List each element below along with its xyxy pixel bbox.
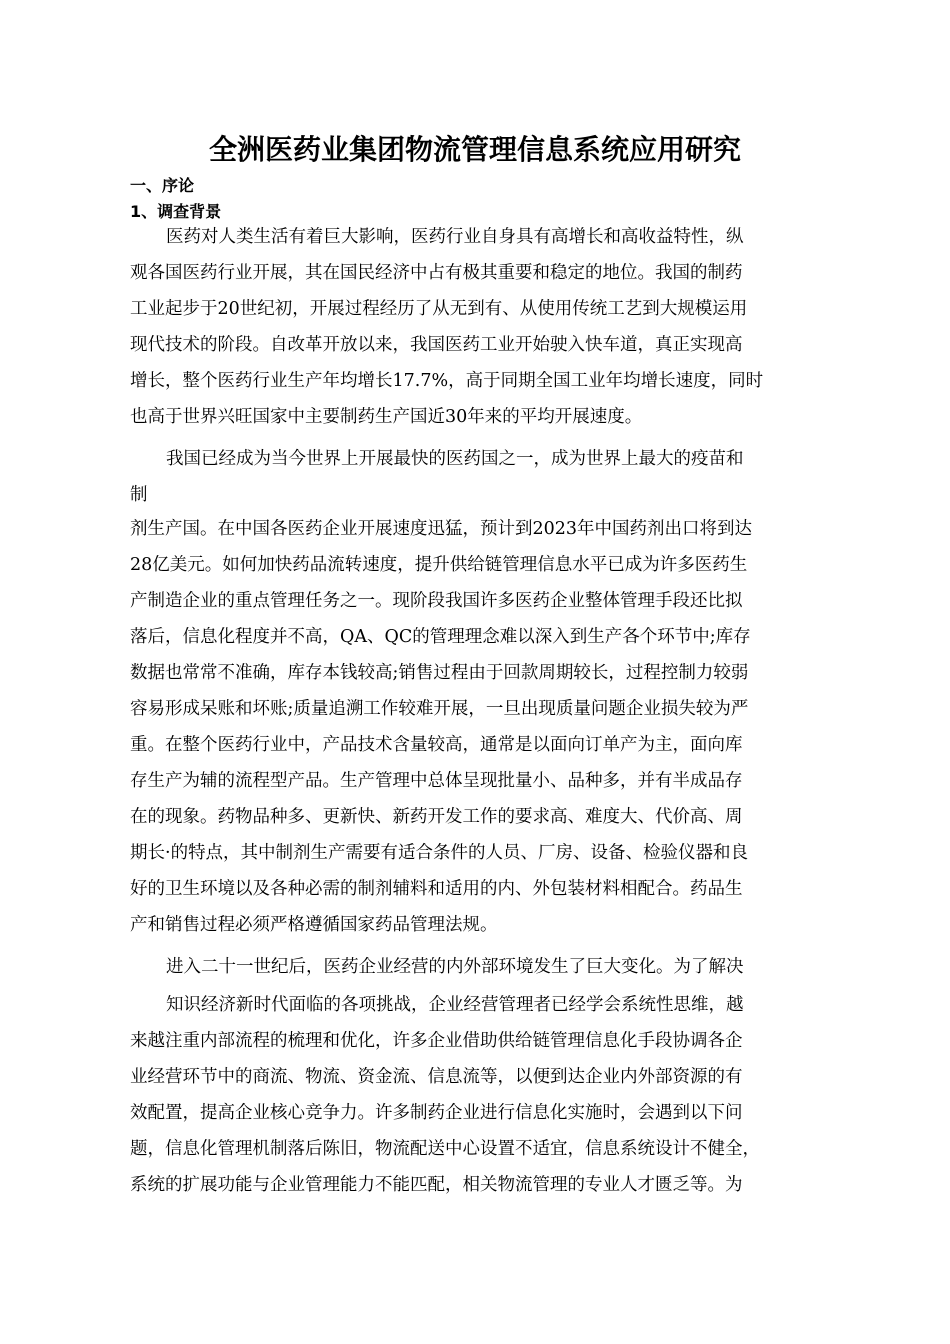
paragraph-line: 制 xyxy=(130,485,148,505)
paragraph-line: 也高于世界兴旺国家中主要制药生产国近30年来的平均开展速度。 xyxy=(130,407,643,427)
paragraph-line: 效配置，提高企业核心竞争力。许多制药企业进行信息化实施时，会遇到以下问 xyxy=(130,1103,743,1123)
paragraph-line: 好的卫生环境以及各种必需的制剂辅料和适用的内、外包装材料相配合。药品生 xyxy=(130,879,743,899)
subsection-heading: 1、调查背景 xyxy=(130,202,222,221)
document-title: 全洲医药业集团物流管理信息系统应用研究 xyxy=(208,133,741,166)
paragraph-line: 期长·的特点，其中制剂生产需要有适合条件的人员、厂房、设备、检验仪器和良 xyxy=(130,843,749,863)
paragraph-line: 增长，整个医药行业生产年均增长17.7%，高于同期全国工业年均增长速度，同时 xyxy=(130,371,764,391)
paragraph-line: 来越注重内部流程的梳理和优化，许多企业借助供给链管理信息化手段协调各企 xyxy=(130,1031,743,1051)
paragraph-line: 产和销售过程必须严格遵循国家药品管理法规。 xyxy=(130,915,498,935)
paragraph-line: 观各国医药行业开展，其在国民经济中占有极其重要和稳定的地位。我国的制药 xyxy=(130,263,743,283)
paragraph-line: 题，信息化管理机制落后陈旧，物流配送中心设置不适宜，信息系统设计不健全， xyxy=(130,1139,760,1159)
paragraph-line: 系统的扩展功能与企业管理能力不能匹配，相关物流管理的专业人才匮乏等。为 xyxy=(130,1175,743,1195)
paragraph-line: 落后，信息化程度并不高，QA、QC的管理理念难以深入到生产各个环节中;库存 xyxy=(130,627,751,647)
paragraph-line: 容易形成呆账和坏账;质量追溯工作较难开展，一旦出现质量问题企业损失较为严 xyxy=(130,699,749,719)
paragraph-line: 现代技术的阶段。自改革开放以来，我国医药工业开始驶入快车道，真正实现高 xyxy=(130,335,743,355)
section-heading: 一、序论 xyxy=(130,176,195,195)
paragraph-line: 28亿美元。如何加快药品流转速度，提升供给链管理信息水平已成为许多医药生 xyxy=(130,555,748,575)
paragraph-line: 工业起步于20世纪初，开展过程经历了从无到有、从使用传统工艺到大规模运用 xyxy=(130,299,748,319)
paragraph-line: 在的现象。药物品种多、更新快、新药开发工作的要求高、难度大、代价高、周 xyxy=(130,807,743,827)
paragraph-line: 我国已经成为当今世界上开展最快的医药国之一，成为世界上最大的疫苗和 xyxy=(166,449,744,469)
paragraph-line: 医药对人类生活有着巨大影响，医药行业自身具有高增长和高收益特性，纵 xyxy=(166,227,744,247)
paragraph-line: 进入二十一世纪后，医药企业经营的内外部环境发生了巨大变化。为了解决 xyxy=(166,957,744,977)
paragraph-line: 重。在整个医药行业中，产品技术含量较高，通常是以面向订单产为主，面向库 xyxy=(130,735,743,755)
paragraph-line: 存生产为辅的流程型产品。生产管理中总体呈现批量小、品种多，并有半成品存 xyxy=(130,771,743,791)
paragraph-line: 产制造企业的重点管理任务之一。现阶段我国许多医药企业整体管理手段还比拟 xyxy=(130,591,743,611)
paragraph-line: 剂生产国。在中国各医药企业开展速度迅猛，预计到2023年中国药剂出口将到达 xyxy=(130,519,753,539)
paragraph-line: 业经营环节中的商流、物流、资金流、信息流等，以便到达企业内外部资源的有 xyxy=(130,1067,743,1087)
paragraph-line: 数据也常常不准确，库存本钱较高;销售过程由于回款周期较长，过程控制力较弱 xyxy=(130,663,749,683)
paragraph-line: 知识经济新时代面临的各项挑战，企业经营管理者已经学会系统性思维，越 xyxy=(166,995,744,1015)
